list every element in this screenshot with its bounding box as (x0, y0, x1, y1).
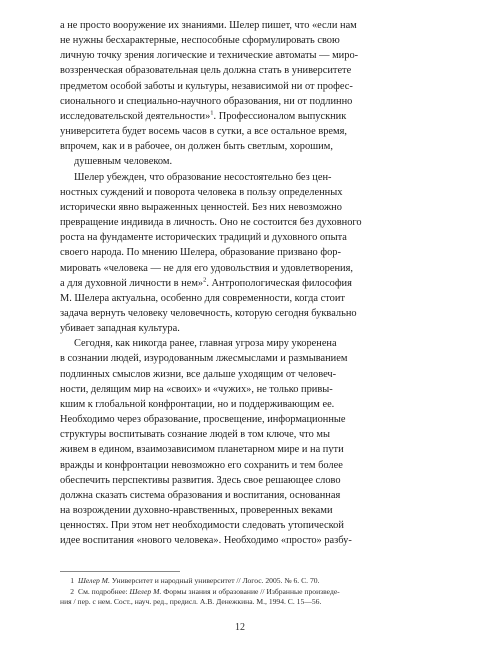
text-line: исторически явно выраженных ценностей. Без них невозможно (60, 201, 342, 213)
footnote-text: Университет и народный университет // Логос. 2005. № 6. С. 70. (109, 576, 320, 585)
footnote-ref-2[interactable]: 2 (203, 276, 207, 284)
footnote-text: ния / пер. с нем. Сост., науч. ред., предисл. А.В. Денежкина. М., 1994. С. 15—56. (60, 597, 322, 607)
text-line: на возрождении духовно-нравственных, проверенных веками (60, 505, 333, 516)
paragraph-1 (60, 18, 428, 170)
text-line: структуры воспитывать сознание людей в том ключе, что мы (60, 429, 330, 441)
footnotes (60, 576, 428, 608)
footnote-2-continued (60, 597, 428, 608)
text-line: предметом особой заботы и культуры, независимой ни от профес- (60, 80, 353, 92)
text-line: подлинных смыслов жизни, все дальше уходящим от человеч- (60, 368, 337, 380)
paragraph-3 (60, 336, 428, 548)
text-line (60, 109, 428, 124)
text-line: идее воспитания «нового человека». Необходимо «просто» разбу- (60, 535, 352, 547)
text-line: М. Шелера актуальна, особенно для современности, когда стоит (60, 292, 345, 304)
text-line: ценностях. При этом нет необходимости следовать утопической (60, 520, 344, 532)
text-line: обеспечить перспективы развития. Здесь свое решающее слово (60, 474, 341, 486)
page-number: 12 (235, 622, 245, 633)
text-line: вражды и конфронтации невозможно его сохранить и тем более (60, 459, 343, 471)
text-line: убивает западная культура. (60, 323, 180, 335)
text-line: впрочем, как и в рабочее, он должен быть светлым, хорошим, (60, 141, 333, 153)
text-line (60, 276, 428, 291)
text-line: своего народа. По мнению Шелера, образование призвано фор- (60, 247, 341, 259)
text-line: ностных суждений и поворота человека в пользу определенных (60, 186, 343, 198)
text-line: превращение индивида в личность. Оно не состоится без духовного (60, 217, 362, 229)
text-line: живем в едином, взаимозависимом планетарном мире и на пути (60, 444, 344, 456)
text-line: личную точку зрения логические и технические автоматы — миро- (60, 50, 359, 62)
footnote-author: Шелер М. (129, 586, 162, 596)
text-line: Необходимо через образование, просвещение, информационные (60, 414, 346, 426)
text-line: мировать «человека — не для его удовольствия и удовлетворения, (60, 262, 353, 274)
text-line: в сознании людей, изуродованным лжесмыслами и размыванием (60, 353, 348, 365)
text-line: должна сказать система образования и воспитания, основанная (60, 489, 341, 501)
text-line: роста на фундаменте исторических традиций и духовного опыта (60, 232, 347, 244)
footnote-prefix: См. подробнее: (78, 586, 130, 596)
footnote-divider (60, 571, 180, 572)
footnote-ref-1[interactable]: 1 (210, 109, 214, 117)
text-line: не нужны бесхарактерные, неспособные сформулировать свою (60, 35, 340, 47)
footnote-number: 2 (70, 586, 74, 596)
text-line: сионального и специально-научного образования, ни от подлинно (60, 95, 353, 107)
text-line: задача вернуть человеку человечность, которую сегодня буквально (60, 307, 357, 319)
text-fragment: . Антропологическая философия (206, 277, 352, 289)
footnote-text: Формы знания и образование // Избранные произведе- (161, 586, 340, 596)
text-line: а не просто вооружение их знаниями. Шелер пишет, что «если нам (60, 20, 357, 31)
footnote-1 (60, 576, 428, 587)
text-fragment: исследовательской деятельности» (60, 110, 211, 122)
text-line: Шелер убежден, что образование несостоятельно без цен- (74, 171, 332, 183)
text-line: душевным человеком. (74, 156, 173, 168)
text-fragment: . Профессионалом выпускник (213, 110, 347, 122)
text-fragment: а для духовной личности в нем» (60, 277, 204, 289)
text-line: ности, делящим мир на «своих» и «чужих», не только привы- (60, 383, 333, 395)
text-line: воззренческая образовательная цель должна стать в университете (60, 65, 352, 77)
text-line: Сегодня, как никогда ранее, главная угроза миру укоренена (74, 338, 337, 350)
footnote-author: Шелер М. (78, 576, 110, 585)
footnote-number: 1 (70, 576, 74, 585)
text-line: университета будет восемь часов в сутки, а все остальное время, (60, 126, 347, 138)
text-line: кшим к глобальной конфронтации, но и поддерживающим ее. (60, 398, 335, 410)
footnote-2 (60, 587, 428, 598)
main-text (60, 18, 428, 548)
paragraph-2 (60, 170, 428, 337)
